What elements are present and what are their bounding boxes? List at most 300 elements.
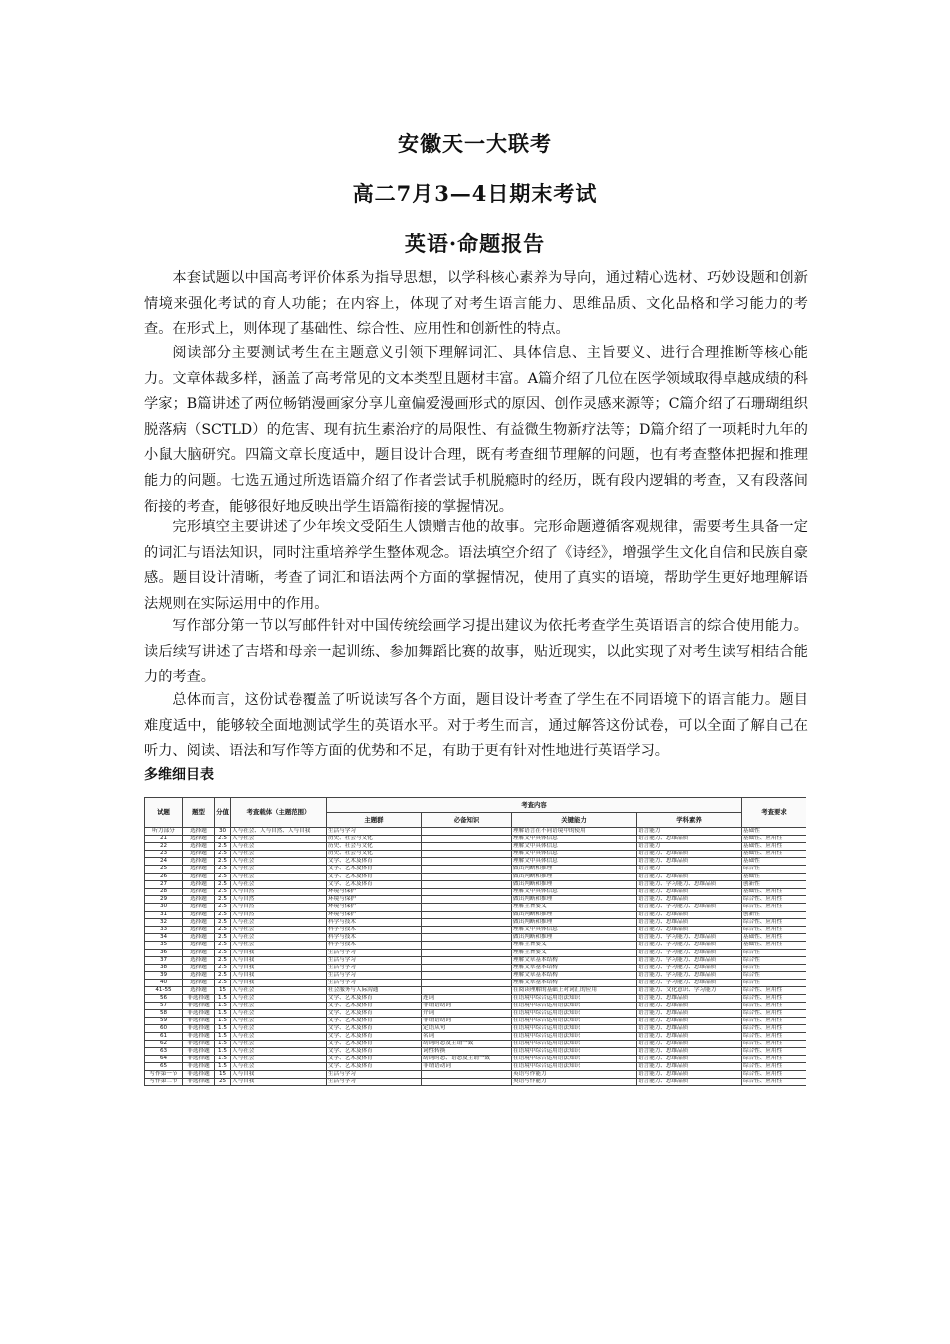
- cell-literacy: 语言能力、文化意识、学习能力: [637, 987, 742, 995]
- cell-theme: 文学、艺术及体育: [327, 1010, 422, 1018]
- cell-knowledge: 非谓语动词: [422, 1063, 512, 1071]
- cell-theme: 文学、艺术及体育: [327, 1002, 422, 1010]
- cell-item: 26: [145, 873, 183, 881]
- cell-knowledge: 连词: [422, 995, 512, 1003]
- cell-score: 1.5: [215, 1010, 231, 1018]
- cell-type: 选择题: [183, 873, 215, 881]
- cell-score: 2.5: [215, 888, 231, 896]
- table-row: [145, 911, 807, 919]
- cell-theme: 环境与保护: [327, 911, 422, 919]
- cell-literacy: 语言能力、学习能力、思维品质: [637, 949, 742, 957]
- table-row: [145, 949, 807, 957]
- cell-score: 2.5: [215, 881, 231, 889]
- cell-ability: 在语境中综合运用语法知识: [512, 1025, 637, 1033]
- cell-carrier: 人与社会: [231, 1010, 327, 1018]
- cell-type: 非选择题: [183, 1002, 215, 1010]
- cell-theme: 生活与学习: [327, 949, 422, 957]
- cell-item: 30: [145, 903, 183, 911]
- cell-literacy: 语言能力、学习能力、思维品质: [637, 881, 742, 889]
- cell-theme: 生活与学习: [327, 979, 422, 987]
- cell-literacy: 语言能力、思维品质: [637, 873, 742, 881]
- cell-item: 写作第二节: [145, 1078, 183, 1086]
- cell-ability: 在语境中综合运用语法知识: [512, 1033, 637, 1041]
- cell-literacy: 语言能力: [637, 865, 742, 873]
- cell-theme: 社会服务与人际沟通: [327, 987, 422, 995]
- cell-ability: 在阅读理解的基础上对词汇的应用: [512, 987, 637, 995]
- cell-literacy: 语言能力、思维品质: [637, 850, 742, 858]
- cell-knowledge: [422, 828, 512, 836]
- cell-literacy: 语言能力、学习能力、思维品质: [637, 964, 742, 972]
- cell-score: 1.5: [215, 1040, 231, 1048]
- cell-type: 选择题: [183, 858, 215, 866]
- cell-literacy: 语言能力、思维品质: [637, 1078, 742, 1086]
- table-row: [145, 919, 807, 927]
- cell-knowledge: [422, 843, 512, 851]
- cell-knowledge: [422, 957, 512, 965]
- table-row: [145, 926, 807, 934]
- cell-literacy: 语言能力、学习能力、思维品质: [637, 941, 742, 949]
- cell-type: 选择题: [183, 850, 215, 858]
- cell-theme: 科学与技术: [327, 941, 422, 949]
- cell-item: 写作第一节: [145, 1071, 183, 1079]
- cell-literacy: 语言能力、思维品质: [637, 858, 742, 866]
- cell-literacy: 语言能力、思维品质: [637, 1002, 742, 1010]
- table-row: [145, 972, 807, 980]
- cell-item: 29: [145, 896, 183, 904]
- cell-item: 36: [145, 949, 183, 957]
- cell-requirement: 综合性: [742, 979, 807, 987]
- cell-item: 23: [145, 850, 183, 858]
- table-row: [145, 1017, 807, 1025]
- cell-ability: 理解文中具体信息: [512, 888, 637, 896]
- cell-score: 2.5: [215, 873, 231, 881]
- cell-score: 1.5: [215, 995, 231, 1003]
- cell-requirement: 基础性: [742, 858, 807, 866]
- cell-carrier: 人与社会: [231, 919, 327, 927]
- cell-type: 选择题: [183, 896, 215, 904]
- cell-type: 非选择题: [183, 1071, 215, 1079]
- cell-type: 选择题: [183, 934, 215, 942]
- cell-type: 选择题: [183, 964, 215, 972]
- cell-type: 选择题: [183, 888, 215, 896]
- cell-requirement: 综合性: [742, 957, 807, 965]
- cell-requirement: 创新性: [742, 911, 807, 919]
- cell-item: 35: [145, 941, 183, 949]
- table-row: [145, 979, 807, 987]
- cell-theme: 环境与保护: [327, 888, 422, 896]
- cell-ability: 做出判断和推理: [512, 919, 637, 927]
- cell-theme: 历史、社会与文化: [327, 850, 422, 858]
- cell-knowledge: [422, 934, 512, 942]
- cell-theme: 文学、艺术及体育: [327, 881, 422, 889]
- cell-knowledge: [422, 964, 512, 972]
- cell-score: 15: [215, 987, 231, 995]
- cell-score: 2.5: [215, 858, 231, 866]
- cell-theme: 历史、社会与文化: [327, 843, 422, 851]
- cell-requirement: 综合性: [742, 964, 807, 972]
- cell-item: 58: [145, 1010, 183, 1018]
- table-row: [145, 896, 807, 904]
- cell-item: 28: [145, 888, 183, 896]
- header-score: 分值: [215, 798, 231, 828]
- cell-type: 选择题: [183, 987, 215, 995]
- cell-ability: 理解文中具体信息: [512, 843, 637, 851]
- cell-score: 15: [215, 1071, 231, 1079]
- table-row: [145, 1033, 807, 1041]
- cell-theme: 环境与保护: [327, 903, 422, 911]
- table-row: [145, 1010, 807, 1018]
- cell-ability: 在语境中综合运用语法知识: [512, 1055, 637, 1063]
- cell-knowledge: 定语从句: [422, 1025, 512, 1033]
- cell-score: 1.5: [215, 1063, 231, 1071]
- cell-item: 38: [145, 964, 183, 972]
- cell-ability: 英语写作能力: [512, 1071, 637, 1079]
- cell-requirement: 基础性、应用性: [742, 850, 807, 858]
- cell-requirement: 综合性、应用性: [742, 1025, 807, 1033]
- cell-literacy: 语言能力、思维品质: [637, 926, 742, 934]
- cell-ability: 理解文中具体信息: [512, 835, 637, 843]
- cell-requirement: 综合性: [742, 949, 807, 957]
- header-content: 考查内容: [327, 798, 742, 813]
- cell-literacy: 语言能力、思维品质: [637, 888, 742, 896]
- cell-literacy: 语言能力、思维品质: [637, 835, 742, 843]
- cell-type: 非选择题: [183, 1055, 215, 1063]
- cell-score: 1.5: [215, 1025, 231, 1033]
- cell-requirement: 综合性、应用性: [742, 1063, 807, 1071]
- cell-score: 1.5: [215, 1033, 231, 1041]
- cell-score: 2.5: [215, 941, 231, 949]
- cell-type: 选择题: [183, 843, 215, 851]
- cell-literacy: 语言能力、思维品质: [637, 919, 742, 927]
- cell-theme: 文学、艺术及体育: [327, 1025, 422, 1033]
- cell-type: 非选择题: [183, 1048, 215, 1056]
- cell-type: 非选择题: [183, 1078, 215, 1086]
- cell-type: 非选择题: [183, 1017, 215, 1025]
- cell-type: 选择题: [183, 941, 215, 949]
- cell-score: 2.5: [215, 850, 231, 858]
- cell-knowledge: [422, 919, 512, 927]
- cell-carrier: 人与自然: [231, 888, 327, 896]
- table-body: [145, 828, 807, 1086]
- cell-requirement: 综合性、应用性: [742, 1071, 807, 1079]
- cell-literacy: 语言能力: [637, 843, 742, 851]
- cell-item: 57: [145, 1002, 183, 1010]
- cell-score: 2.5: [215, 843, 231, 851]
- cell-score: 2.5: [215, 949, 231, 957]
- cell-carrier: 人与社会: [231, 1048, 327, 1056]
- cell-theme: 历史、社会与文化: [327, 835, 422, 843]
- cell-carrier: 人与自我: [231, 1071, 327, 1079]
- cell-score: 2.5: [215, 919, 231, 927]
- cell-item: 40: [145, 979, 183, 987]
- table-row: [145, 828, 807, 836]
- cell-theme: 生活与学习: [327, 964, 422, 972]
- cell-carrier: 人与社会: [231, 881, 327, 889]
- cell-carrier: 人与自我: [231, 979, 327, 987]
- paragraph-writing: 写作部分第一节以写邮件针对中国传统绘画学习提出建议为依托考查学生英语语言的综合使用能力。读后续写讲述了吉塔和母亲一起训练、参加舞蹈比赛的故事，贴近现实，以此实现了对考生读写相结合能力的考查。: [144, 618, 808, 686]
- cell-requirement: 综合性、应用性: [742, 1033, 807, 1041]
- cell-ability: 理解文章基本结构: [512, 964, 637, 972]
- table-row: [145, 964, 807, 972]
- cell-knowledge: 非谓语动词: [422, 1002, 512, 1010]
- table-row: [145, 881, 807, 889]
- cell-score: 2.5: [215, 903, 231, 911]
- cell-carrier: 人与社会: [231, 941, 327, 949]
- cell-item: 24: [145, 858, 183, 866]
- cell-type: 选择题: [183, 957, 215, 965]
- cell-literacy: 语言能力、思维品质: [637, 1017, 742, 1025]
- cell-knowledge: [422, 1071, 512, 1079]
- cell-ability: 理解主旨要义: [512, 941, 637, 949]
- cell-theme: 文学、艺术及体育: [327, 873, 422, 881]
- cell-carrier: 人与社会: [231, 926, 327, 934]
- cell-carrier: 人与社会: [231, 850, 327, 858]
- cell-score: 2.5: [215, 957, 231, 965]
- cell-carrier: 人与社会: [231, 1033, 327, 1041]
- cell-literacy: 语言能力、思维品质: [637, 1071, 742, 1079]
- cell-knowledge: 词性转换: [422, 1048, 512, 1056]
- cell-ability: 在语境中综合运用语法知识: [512, 1048, 637, 1056]
- exam-organizer-title: 安徽天一大联考: [398, 131, 552, 156]
- paragraph-reading: 阅读部分主要测试考生在主题意义引领下理解词汇、具体信息、主旨要义、进行合理推断等核心能力。文章体裁多样，涵盖了高考常见的文本类型且题材丰富。A篇介绍了几位在医学领域取得卓越成绩的科学家；B篇讲述了两位畅销漫画家分享儿童偏爱漫画形式的原因、创作灵感来源等；C篇介绍了石珊瑚组织脱落病（SCTLD）的危害、现有抗生素治疗的局限性、有益微生物新疗法等；D篇介绍了一项耗时九年的小鼠大脑研究。四篇文章长度适中，题目设计合理，既有考查细节理解的问题，也有考查整体把握和推理能力的问题。七选五通过所选语篇介绍了作者尝试手机脱瘾时的经历，既有段内逻辑的考查，又有段落间衔接的考查，能够很好地反映出学生语篇衔接的掌握情况。: [144, 345, 808, 515]
- table-row: [145, 995, 807, 1003]
- cell-carrier: 人与社会: [231, 865, 327, 873]
- cell-theme: 文学、艺术及体育: [327, 1055, 422, 1063]
- cell-requirement: 基础性: [742, 828, 807, 836]
- cell-carrier: 人与社会: [231, 873, 327, 881]
- cell-ability: 理解文中具体信息: [512, 926, 637, 934]
- cell-knowledge: [422, 949, 512, 957]
- header-ability: 关键能力: [512, 813, 637, 828]
- cell-literacy: 语言能力、思维品质: [637, 1025, 742, 1033]
- cell-requirement: 综合性、应用性: [742, 1055, 807, 1063]
- cell-ability: 英语写作能力: [512, 1078, 637, 1086]
- cell-literacy: 语言能力、思维品质: [637, 1055, 742, 1063]
- cell-theme: 科学与技术: [327, 926, 422, 934]
- cell-knowledge: [422, 987, 512, 995]
- cell-carrier: 人与社会: [231, 987, 327, 995]
- cell-item: 22: [145, 843, 183, 851]
- cell-theme: 科学与技术: [327, 919, 422, 927]
- cell-literacy: 语言能力、思维品质: [637, 1063, 742, 1071]
- cell-type: 选择题: [183, 865, 215, 873]
- cell-type: 选择题: [183, 926, 215, 934]
- cell-literacy: 语言能力、学习能力、思维品质: [637, 957, 742, 965]
- header-item: 试题: [145, 798, 183, 828]
- report-title: 英语·命题报告: [404, 231, 546, 256]
- header-theme: 主题群: [327, 813, 422, 828]
- header-requirement: 考查要求: [742, 798, 807, 828]
- table-row: [145, 873, 807, 881]
- cell-knowledge: 名词: [422, 1033, 512, 1041]
- cell-knowledge: 非谓语动词: [422, 1017, 512, 1025]
- cell-carrier: 人与社会: [231, 835, 327, 843]
- cell-knowledge: [422, 941, 512, 949]
- cell-item: 56: [145, 995, 183, 1003]
- cell-type: 选择题: [183, 828, 215, 836]
- cell-item: 63: [145, 1048, 183, 1056]
- cell-type: 选择题: [183, 881, 215, 889]
- cell-ability: 理解文中具体信息: [512, 858, 637, 866]
- cell-carrier: 人与社会: [231, 934, 327, 942]
- cell-carrier: 人与社会: [231, 995, 327, 1003]
- cell-ability: 理解文章基本结构: [512, 979, 637, 987]
- cell-knowledge: [422, 911, 512, 919]
- table-row: [145, 1048, 807, 1056]
- cell-ability: 理解语言在不同语境中的使用: [512, 828, 637, 836]
- table-row: [145, 1071, 807, 1079]
- cell-item: 62: [145, 1040, 183, 1048]
- cell-literacy: 语言能力、思维品质: [637, 911, 742, 919]
- cell-literacy: 语言能力、学习能力、思维品质: [637, 934, 742, 942]
- cell-score: 2.5: [215, 934, 231, 942]
- cell-theme: 环境与保护: [327, 896, 422, 904]
- cell-ability: 理解主旨要义: [512, 903, 637, 911]
- exam-date-title: 高二7月3—4日期末考试: [352, 181, 598, 206]
- cell-requirement: 综合性、应用性: [742, 1078, 807, 1086]
- cell-requirement: 基础性: [742, 873, 807, 881]
- cell-carrier: 人与社会: [231, 1063, 327, 1071]
- cell-item: 60: [145, 1025, 183, 1033]
- header-knowledge: 必备知识: [422, 813, 512, 828]
- cell-theme: 生活与学习: [327, 957, 422, 965]
- cell-knowledge: [422, 896, 512, 904]
- cell-knowledge: [422, 926, 512, 934]
- cell-theme: 生活与学习: [327, 972, 422, 980]
- cell-requirement: 综合性、应用性: [742, 1017, 807, 1025]
- cell-theme: 文学、艺术及体育: [327, 858, 422, 866]
- cell-knowledge: [422, 903, 512, 911]
- cell-carrier: 人与社会: [231, 1040, 327, 1048]
- cell-carrier: 人与社会: [231, 1002, 327, 1010]
- cell-item: 21: [145, 835, 183, 843]
- header-carrier: 考查载体（主题范围）: [231, 798, 327, 828]
- cell-ability: 做出判断和推理: [512, 873, 637, 881]
- cell-item: 37: [145, 957, 183, 965]
- cell-ability: 理解文中具体信息: [512, 850, 637, 858]
- table-row: [145, 865, 807, 873]
- cell-type: 选择题: [183, 972, 215, 980]
- table-row: [145, 903, 807, 911]
- cell-knowledge: [422, 873, 512, 881]
- header-literacy: 学科素养: [637, 813, 742, 828]
- paragraph-cloze-grammar: 完形填空主要讲述了少年埃文受陌生人馈赠吉他的故事。完形命题遵循客观规律，需要考生具备一定的词汇与语法知识，同时注重培养学生整体观念。语法填空介绍了《诗经》，增强学生文化自信和民族自豪感。题目设计清晰，考查了词汇和语法两个方面的掌握情况，使用了真实的语境，帮助学生更好地理解语法规则在实际运用中的作用。: [144, 519, 808, 612]
- cell-knowledge: [422, 972, 512, 980]
- cell-item: 听力部分: [145, 828, 183, 836]
- cell-item: 34: [145, 934, 183, 942]
- cell-knowledge: 介词: [422, 1010, 512, 1018]
- cell-type: 非选择题: [183, 995, 215, 1003]
- cell-ability: 理解主旨要义: [512, 949, 637, 957]
- cell-carrier: 人与社会: [231, 858, 327, 866]
- cell-item: 65: [145, 1063, 183, 1071]
- cell-knowledge: [422, 835, 512, 843]
- cell-item: 39: [145, 972, 183, 980]
- cell-carrier: 人与社会: [231, 843, 327, 851]
- table-heading: 多维细目表: [144, 767, 214, 783]
- cell-ability: 在语境中综合运用语法知识: [512, 1002, 637, 1010]
- cell-requirement: 基础性、应用性: [742, 843, 807, 851]
- cell-type: 非选择题: [183, 1063, 215, 1071]
- cell-theme: 文学、艺术及体育: [327, 1040, 422, 1048]
- cell-knowledge: [422, 1078, 512, 1086]
- cell-carrier: 人与自我: [231, 1078, 327, 1086]
- cell-knowledge: [422, 865, 512, 873]
- cell-item: 31: [145, 911, 183, 919]
- cell-requirement: 基础性、应用性: [742, 941, 807, 949]
- cell-score: 2.5: [215, 835, 231, 843]
- cell-theme: 生活与学习: [327, 828, 422, 836]
- cell-ability: 做出判断和推理: [512, 934, 637, 942]
- table-row: [145, 1040, 807, 1048]
- cell-carrier: 人与社会: [231, 1017, 327, 1025]
- cell-requirement: 综合性、应用性: [742, 1010, 807, 1018]
- cell-carrier: 人与自我: [231, 972, 327, 980]
- cell-literacy: 语言能力、思维品质: [637, 896, 742, 904]
- cell-carrier: 人与自然: [231, 896, 327, 904]
- cell-item: 64: [145, 1055, 183, 1063]
- cell-theme: 文学、艺术及体育: [327, 1017, 422, 1025]
- cell-requirement: 基础性、应用性: [742, 934, 807, 942]
- cell-knowledge: [422, 888, 512, 896]
- cell-carrier: 人与社会: [231, 1055, 327, 1063]
- cell-knowledge: [422, 850, 512, 858]
- cell-theme: 文学、艺术及体育: [327, 865, 422, 873]
- cell-item: 27: [145, 881, 183, 889]
- cell-carrier: 人与社会、人与自然、人与自我: [231, 828, 327, 836]
- specification-table-wrapper: [144, 797, 806, 1125]
- cell-score: 2.5: [215, 865, 231, 873]
- table-row: [145, 888, 807, 896]
- cell-literacy: 语言能力、学习能力、思维品质: [637, 979, 742, 987]
- cell-ability: 理解文章基本结构: [512, 972, 637, 980]
- cell-literacy: 语言能力、思维品质: [637, 1048, 742, 1056]
- cell-item: 41-55: [145, 987, 183, 995]
- cell-ability: 做出判断和推理: [512, 865, 637, 873]
- cell-requirement: 综合性、应用性: [742, 903, 807, 911]
- cell-carrier: 人与自我: [231, 957, 327, 965]
- cell-ability: 在语境中综合运用语法知识: [512, 995, 637, 1003]
- table-row: [145, 1002, 807, 1010]
- cell-score: 2.5: [215, 926, 231, 934]
- cell-requirement: 综合性、应用性: [742, 919, 807, 927]
- cell-item: 59: [145, 1017, 183, 1025]
- cell-ability: 在语境中综合运用语法知识: [512, 1010, 637, 1018]
- cell-ability: 理解文章基本结构: [512, 957, 637, 965]
- table-row: [145, 1063, 807, 1071]
- cell-item: 61: [145, 1033, 183, 1041]
- cell-type: 选择题: [183, 919, 215, 927]
- table-row: [145, 843, 807, 851]
- cell-item: 32: [145, 919, 183, 927]
- cell-type: 非选择题: [183, 1040, 215, 1048]
- cell-knowledge: [422, 858, 512, 866]
- table-row: [145, 850, 807, 858]
- cell-literacy: 语言能力、思维品质: [637, 1010, 742, 1018]
- cell-theme: 文学、艺术及体育: [327, 1033, 422, 1041]
- cell-theme: 生活与学习: [327, 1071, 422, 1079]
- cell-ability: 做出判断和推理: [512, 896, 637, 904]
- cell-score: 2.5: [215, 972, 231, 980]
- cell-type: 非选择题: [183, 1025, 215, 1033]
- table-row: [145, 957, 807, 965]
- cell-literacy: 语言能力、思维品质: [637, 1033, 742, 1041]
- table-row: [145, 835, 807, 843]
- cell-carrier: 人与社会: [231, 1025, 327, 1033]
- cell-carrier: 人与自然: [231, 911, 327, 919]
- cell-requirement: 基础性、应用性: [742, 888, 807, 896]
- cell-literacy: 语言能力、学习能力、思维品质: [637, 972, 742, 980]
